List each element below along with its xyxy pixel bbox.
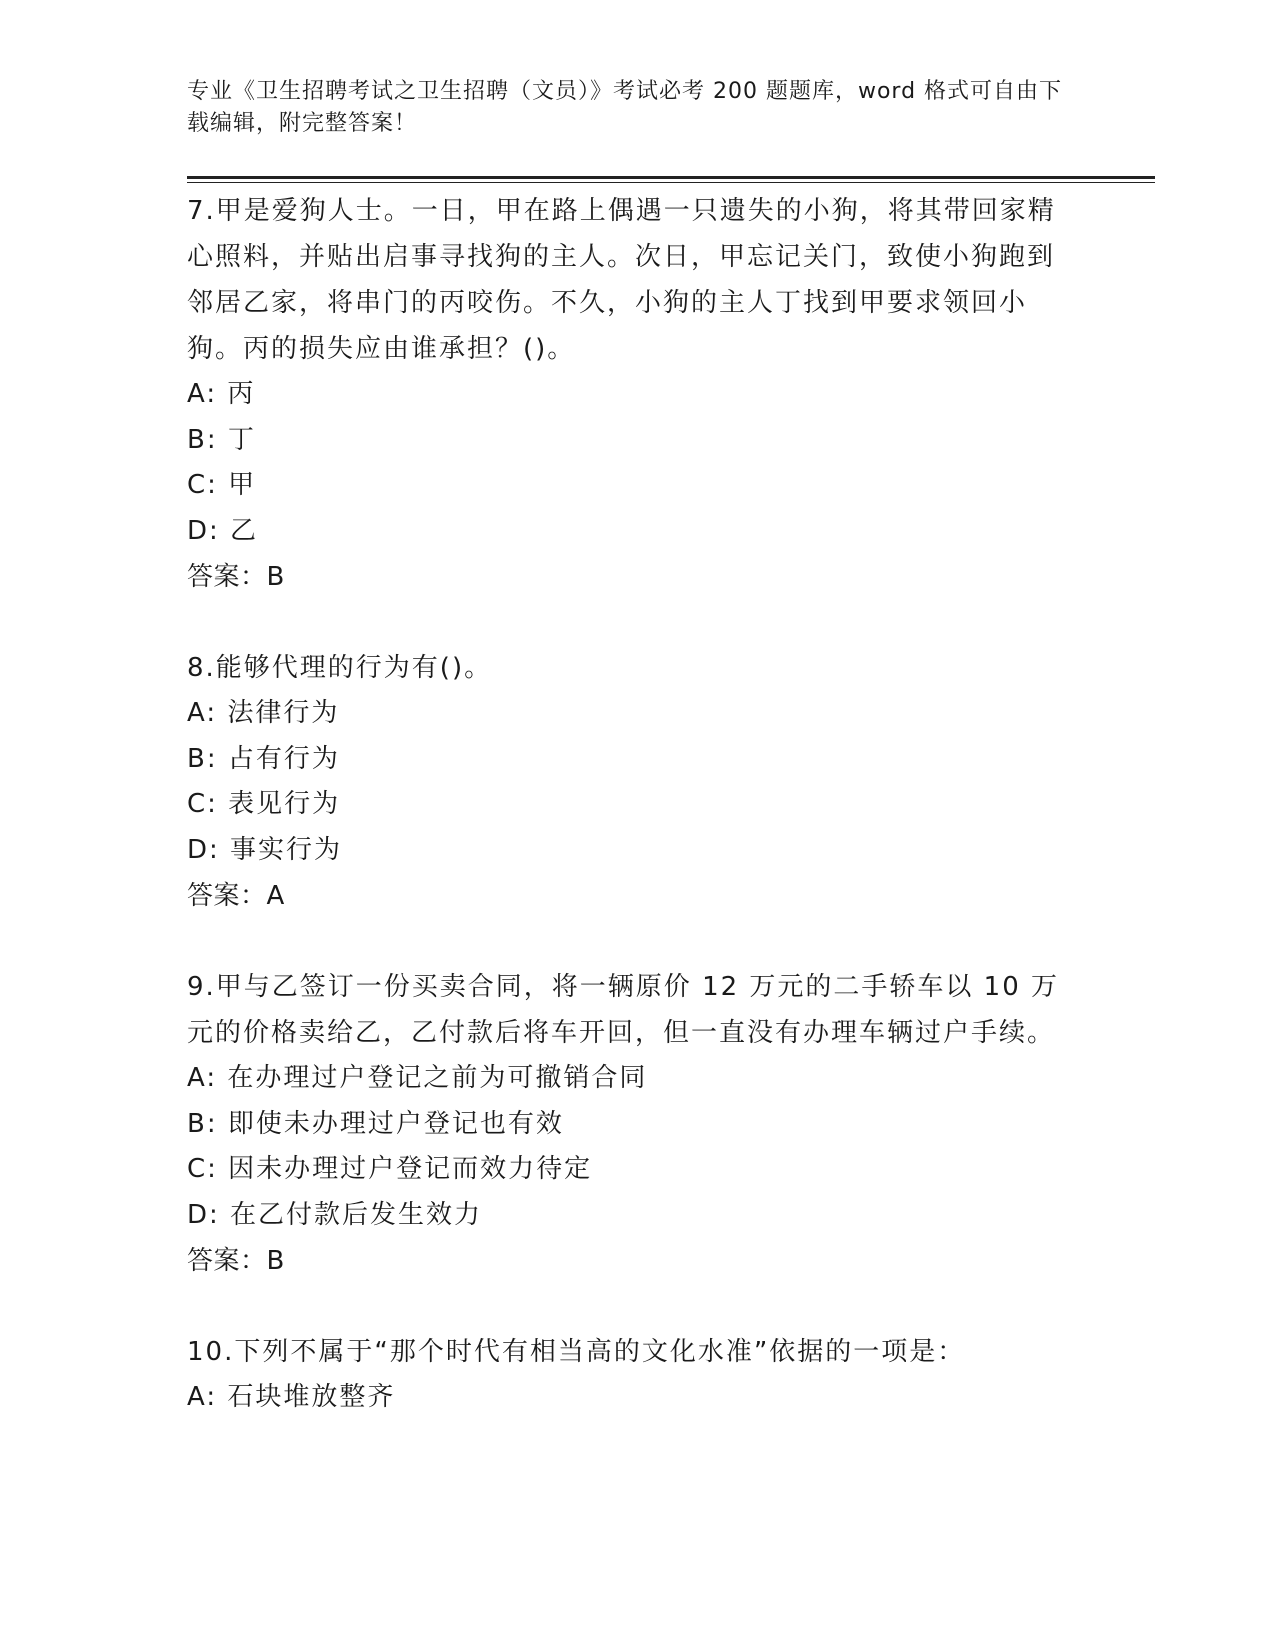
header-divider-thick [187, 176, 1155, 179]
option-c: C: 甲 [187, 470, 257, 500]
question-gap [187, 919, 1067, 964]
option-d: D: 在乙付款后发生效力 [187, 1199, 483, 1230]
answer-line: 答案：A [187, 881, 285, 911]
question-stem: 7.甲是爱狗人士。一日，甲在路上偶遇一只遗失的小狗，将其带回家精心照料，并贴出启事寻找狗的主人。次日，甲忘记关门，致使小狗跑到邻居乙家，将串门的丙咬伤。不久，小狗的主人丁找到甲要求领回小狗。丙的损失应由谁承担？()。 [187, 196, 1056, 364]
option-a: A: 丙 [187, 379, 256, 409]
question-gap [187, 600, 1067, 645]
option-d: D: 事实行为 [187, 834, 343, 865]
option-b: B: 丁 [187, 424, 256, 455]
question-stem: 10.下列不属于“那个时代有相当高的文化水准”依据的一项是： [187, 1337, 966, 1367]
option-d: D: 乙 [187, 515, 259, 546]
question-list [187, 188, 1067, 1421]
option-b: B: 占有行为 [187, 743, 340, 774]
option-c: C: 因未办理过户登记而效力待定 [187, 1154, 593, 1184]
option-a: A: 在办理过户登记之前为可撤销合同 [187, 1063, 648, 1093]
question-gap [187, 1284, 1067, 1329]
question-stem: 8.能够代理的行为有()。 [187, 653, 493, 683]
document-header: 专业《卫生招聘考试之卫生招聘（文员）》考试必考 200 题题库，word 格式可自由下载编辑，附完整答案！ [187, 79, 1063, 136]
option-c: C: 表见行为 [187, 789, 341, 819]
option-b: B: 即使未办理过户登记也有效 [187, 1108, 564, 1139]
question-7 [187, 188, 1067, 600]
question-stem: 9.甲与乙签订一份买卖合同，将一辆原价 12 万元的二手轿车以 10 万元的价格卖给乙，乙付款后将车开回，但一直没有办理车辆过户手续。 [187, 972, 1060, 1048]
answer-line: 答案：B [187, 562, 285, 592]
question-9 [187, 964, 1067, 1284]
question-8 [187, 645, 1067, 919]
option-a: A: 法律行为 [187, 698, 340, 728]
header-divider-thin [187, 182, 1155, 183]
answer-line: 答案：B [187, 1246, 285, 1276]
option-a: A: 石块堆放整齐 [187, 1382, 396, 1412]
question-10 [187, 1329, 1067, 1421]
